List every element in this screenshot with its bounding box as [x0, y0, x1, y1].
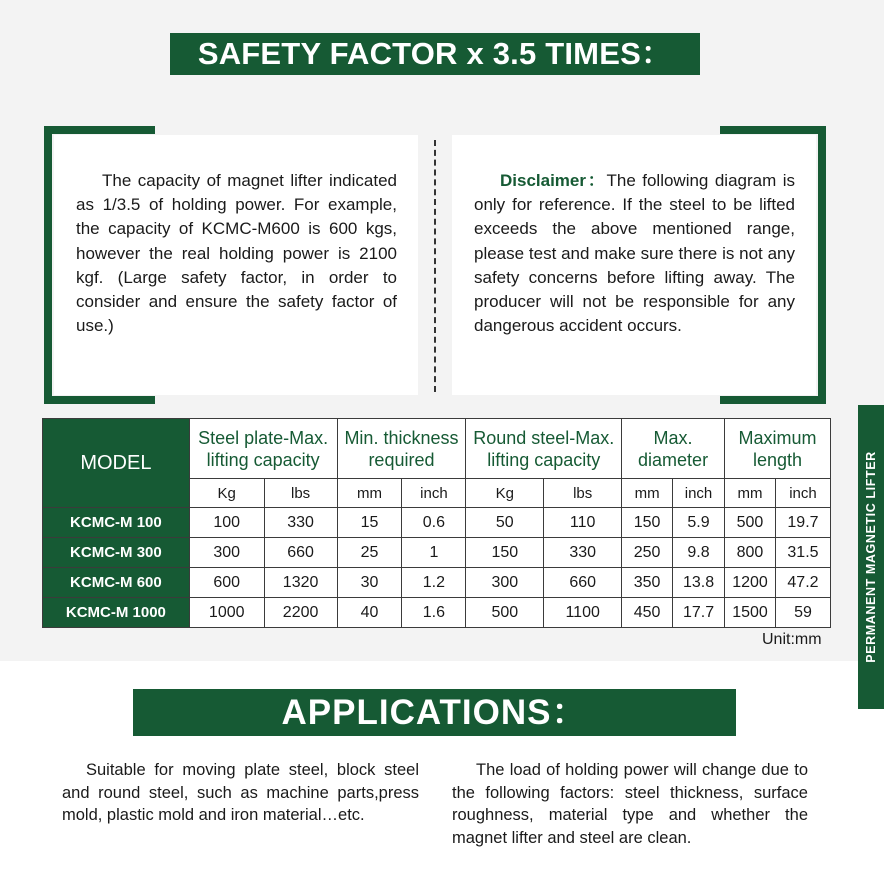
table-cell: 30	[337, 568, 402, 598]
table-cell: 1.6	[402, 598, 466, 628]
table-cell: 150	[466, 538, 544, 568]
table-cell: 17.7	[673, 598, 725, 628]
group-header-min-thickness: Min. thickness required	[337, 419, 466, 479]
table-cell: 660	[264, 538, 337, 568]
table-cell: 2200	[264, 598, 337, 628]
table-cell: 1500	[725, 598, 776, 628]
applications-banner: APPLICATIONS：	[133, 689, 736, 736]
capacity-text: The capacity of magnet lifter indicated as 1/3.5 of holding power. For example, the capacity of KCMC-M600 is 600 kgs, however the real holding power is 2100 kgf. (Large safety factor, in order to consider and ensure the safety factor of use.)	[76, 171, 397, 336]
model-name-cell: KCMC-M 300	[43, 538, 190, 568]
disclaimer-text: The following diagram is only for reference. If the steel to be lifted exceeds the above mentioned range, please test and make sure there is not any safety concerns before lifting away. The producer will not be responsible for any dangerous accident occurs.	[474, 171, 796, 336]
table-cell: 1	[402, 538, 466, 568]
group-header-max-length: Maximum length	[725, 419, 831, 479]
group-header-steel-plate: Steel plate-Max. lifting capacity	[189, 419, 337, 479]
specification-table	[42, 418, 831, 628]
disclaimer-label: Disclaimer：	[500, 171, 607, 190]
group-header-max-diameter: Max. diameter	[622, 419, 725, 479]
table-cell: 5.9	[673, 508, 725, 538]
table-cell: 47.2	[775, 568, 830, 598]
table-cell: 1000	[189, 598, 264, 628]
applications-right-paragraph	[452, 759, 808, 849]
model-name-cell: KCMC-M 100	[43, 508, 190, 538]
applications-left-text: Suitable for moving plate steel, block steel and round steel, such as machine parts,press mold, plastic mold and iron material…etc.	[62, 761, 419, 824]
model-name-cell: KCMC-M 1000	[43, 598, 190, 628]
unit-cell: lbs	[264, 479, 337, 508]
table-row	[43, 538, 831, 568]
model-name-cell: KCMC-M 600	[43, 568, 190, 598]
table-cell: 450	[622, 598, 673, 628]
table-cell: 0.6	[402, 508, 466, 538]
table-cell: 31.5	[775, 538, 830, 568]
unit-cell: Kg	[466, 479, 544, 508]
table-cell: 250	[622, 538, 673, 568]
table-cell: 1.2	[402, 568, 466, 598]
table-cell: 800	[725, 538, 776, 568]
side-category-tab	[858, 405, 884, 709]
table-cell: 150	[622, 508, 673, 538]
table-cell: 13.8	[673, 568, 725, 598]
table-cell: 350	[622, 568, 673, 598]
table-cell: 1100	[544, 598, 622, 628]
disclaimer-paragraph	[474, 169, 795, 338]
table-group-header-row	[43, 419, 831, 479]
unit-note: Unit:mm	[762, 631, 822, 648]
table-row	[43, 598, 831, 628]
table-cell: 300	[466, 568, 544, 598]
safety-factor-banner: SAFETY FACTOR x 3.5 TIMES：	[170, 33, 700, 75]
table-row	[43, 568, 831, 598]
table-cell: 40	[337, 598, 402, 628]
unit-cell: Kg	[189, 479, 264, 508]
applications-right-text: The load of holding power will change due to the following factors: steel thickness, surface roughness, material type and whether the magnet lifter and steel are clean.	[452, 761, 808, 847]
dashed-divider	[434, 140, 436, 392]
table-cell: 19.7	[775, 508, 830, 538]
table-cell: 500	[466, 598, 544, 628]
table-cell: 15	[337, 508, 402, 538]
model-header: MODEL	[43, 419, 190, 508]
table-cell: 660	[544, 568, 622, 598]
unit-cell: inch	[775, 479, 830, 508]
table-cell: 1200	[725, 568, 776, 598]
table-cell: 600	[189, 568, 264, 598]
table-row	[43, 508, 831, 538]
table-cell: 330	[264, 508, 337, 538]
group-header-round-steel: Round steel-Max. lifting capacity	[466, 419, 622, 479]
table-cell: 300	[189, 538, 264, 568]
unit-cell: mm	[337, 479, 402, 508]
table-cell: 50	[466, 508, 544, 538]
unit-cell: lbs	[544, 479, 622, 508]
table-cell: 100	[189, 508, 264, 538]
table-cell: 9.8	[673, 538, 725, 568]
capacity-paragraph	[76, 169, 397, 338]
unit-cell: mm	[725, 479, 776, 508]
table-cell: 330	[544, 538, 622, 568]
unit-cell: inch	[402, 479, 466, 508]
side-tab-label: PERMANENT MAGNETIC LIFTER	[864, 451, 878, 663]
table-cell: 25	[337, 538, 402, 568]
unit-cell: mm	[622, 479, 673, 508]
unit-cell: inch	[673, 479, 725, 508]
table-cell: 59	[775, 598, 830, 628]
table-cell: 110	[544, 508, 622, 538]
table-cell: 1320	[264, 568, 337, 598]
table-cell: 500	[725, 508, 776, 538]
applications-left-paragraph	[62, 759, 419, 827]
